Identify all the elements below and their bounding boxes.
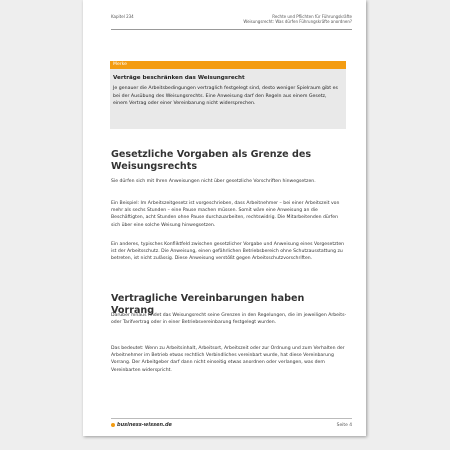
logo-text: business-wissen.de bbox=[117, 422, 172, 428]
header-title: Rechte und Pflichten für Führungskräfte bbox=[272, 14, 352, 19]
merke-title: Verträge beschränken das Weisungsrecht bbox=[113, 75, 245, 81]
header-titles bbox=[243, 14, 352, 24]
chapter-label: Kapitel 234 bbox=[111, 14, 134, 19]
section1-paragraph-1: Sie dürfen sich mit Ihren Anweisungen nicht über gesetzliche Vorschriften hinwegsetzen. bbox=[111, 179, 316, 184]
section1-paragraph-3: Ein anderes, typisches Konfliktfeld zwischen gesetzlicher Vorgabe und Anweisung eines Vorgesetzten ist der Arbeitsschutz. Die Anweisung, einen gefährlichen Betriebsbereich ohne Schutzausstattung zu betreten, ist nicht zulässig. Diese Anweisung verstößt gegen Arbeitsschutzvorschriften. bbox=[111, 242, 345, 262]
section2-heading: Vertragliche Vereinbarungen haben Vorrang bbox=[111, 293, 305, 316]
header-subtitle: Weisungsrecht: Was dürfen Führungskräfte anordnen? bbox=[243, 19, 352, 25]
footer-logo bbox=[111, 422, 172, 428]
section1-heading: Gesetzliche Vorgaben als Grenze des Weisungsrechts bbox=[111, 149, 312, 172]
document-page bbox=[83, 0, 366, 436]
section1-paragraph-2: Ein Beispiel: Im Arbeitszeitgesetz ist vorgeschrieben, dass Arbeitnehmer – bei einer Arbeitszeit von mehr als sechs Stunden – eine Pause machen müssen. Somit wäre eine Anweisung an die Beschäftigten, acht Stunden ohne Pause durchzuarbeiten, rechtswidrig. Die Mitarbeitenden dürfen sich über eine solche Weisung hinwegsetzen. bbox=[111, 201, 340, 228]
section2-paragraph-2: Das bedeutet: Wenn zu Arbeitsinhalt, Arbeitsort, Arbeitszeit oder zur Ordnung und zum Verhalten der Arbeitnehmer im Betrieb etwas rechtlich Verbindliches vereinbart wurde, hat diese Vereinbarung Vorrang. Der Arbeitgeber darf dann nicht einseitig etwas anordnen oder verlangen, was dem Vereinbarten widerspricht. bbox=[111, 346, 345, 373]
merke-text: Je genauer die Arbeitsbedingungen vertraglich festgelegt sind, desto weniger Spielraum gibt es bei der Ausübung des Weisungsrechts. Eine Anweisung darf den Regeln aus einem Gesetz, einem Vertrag oder einer Vereinbarung nicht widersprechen. bbox=[113, 86, 338, 107]
page-header bbox=[111, 11, 352, 30]
merke-box bbox=[110, 61, 346, 129]
logo-dot-icon bbox=[111, 423, 115, 427]
section2-paragraph-1: Darüber hinaus findet das Weisungsrecht seine Grenzen in den Regelungen, die im jeweiligen Arbeits- oder Tarifvertrag oder in einer Betriebsvereinbarung festgelegt wurden. bbox=[111, 313, 347, 326]
merke-label: Merke bbox=[110, 61, 346, 69]
footer-divider bbox=[111, 418, 352, 419]
page-number: Seite 4 bbox=[336, 423, 352, 428]
